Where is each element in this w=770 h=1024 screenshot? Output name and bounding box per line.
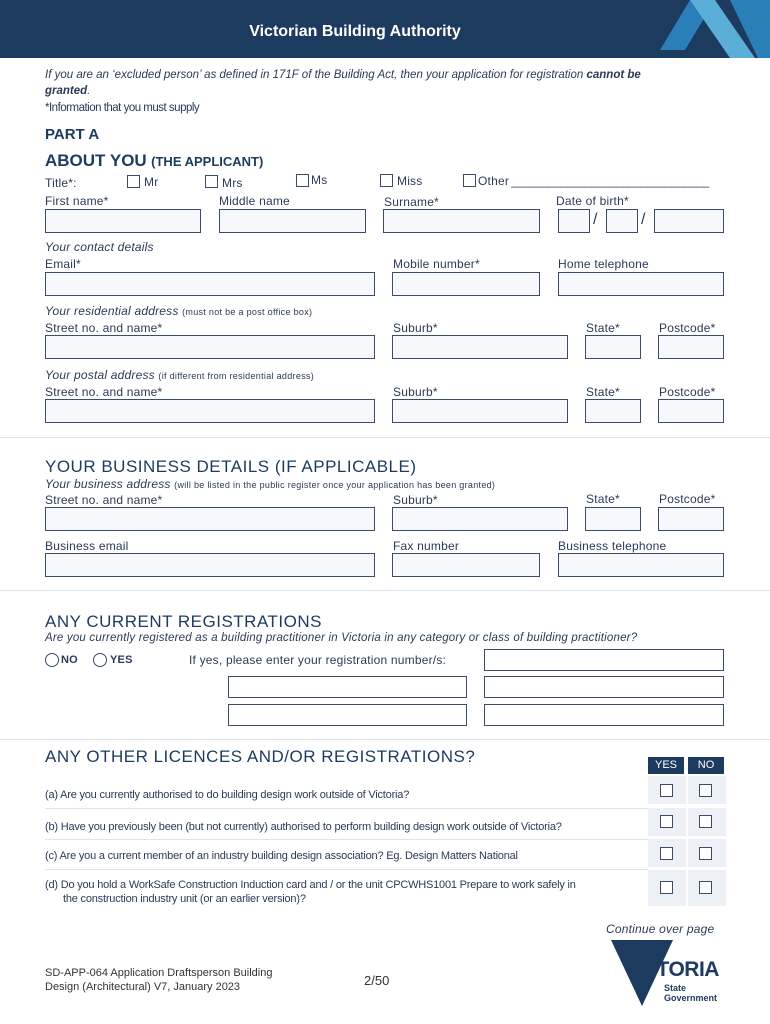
business-postcode-label: Postcode*	[659, 492, 716, 506]
licence-question-b: (b) Have you previously been (but not currently) authorised to perform building design work outside of Victoria?	[45, 821, 562, 833]
registered-yes-radio[interactable]	[93, 653, 107, 667]
title-mrs-checkbox[interactable]	[205, 175, 218, 188]
registration-number-field[interactable]	[484, 676, 724, 698]
title-other-line[interactable]: ________________________________	[511, 174, 709, 188]
title-ms-checkbox[interactable]	[296, 174, 309, 187]
postal-address-heading: Your postal address (if different from residential address)	[45, 368, 315, 382]
state-government-text: State Government	[664, 983, 718, 1003]
first-name-field[interactable]	[45, 209, 201, 233]
title-mr-checkbox[interactable]	[127, 175, 140, 188]
question-b-yes-checkbox[interactable]	[660, 815, 673, 828]
residential-street-label: Street no. and name*	[45, 321, 163, 335]
first-name-label: First name*	[45, 194, 109, 208]
business-telephone-field[interactable]	[558, 553, 724, 577]
question-a-yes-checkbox[interactable]	[660, 784, 673, 797]
about-you-heading: ABOUT YOU (THE APPLICANT)	[45, 151, 264, 170]
page-number: 2/50	[364, 973, 390, 988]
dob-year-field[interactable]	[654, 209, 724, 233]
residential-street-field[interactable]	[45, 335, 375, 359]
title-ms-label: Ms	[311, 173, 328, 187]
business-email-field[interactable]	[45, 553, 375, 577]
residential-suburb-field[interactable]	[392, 335, 568, 359]
title-miss-label: Miss	[397, 174, 423, 188]
business-state-label: State*	[586, 492, 620, 506]
middle-name-field[interactable]	[219, 209, 366, 233]
residential-state-field[interactable]	[585, 335, 641, 359]
page-header-title: Victorian Building Authority	[249, 23, 461, 40]
title-label: Title*:	[45, 176, 77, 190]
title-mrs-label: Mrs	[222, 176, 243, 190]
licence-question-d-continued: the construction industry unit (or an earlier version)?	[63, 893, 306, 905]
dob-day-field[interactable]	[558, 209, 590, 233]
business-telephone-label: Business telephone	[558, 539, 667, 553]
mobile-label: Mobile number*	[393, 257, 480, 271]
dob-label: Date of birth*	[556, 194, 629, 208]
business-suburb-field[interactable]	[392, 507, 568, 531]
section-divider	[0, 590, 770, 591]
registrations-question: Are you currently registered as a building practitioner in Victoria in any category or class of building practitioner?	[45, 632, 638, 644]
row-divider	[45, 808, 648, 809]
dob-separator: /	[641, 211, 646, 228]
middle-name-label: Middle name	[219, 194, 290, 208]
continue-over-page: Continue over page	[606, 922, 715, 936]
email-field[interactable]	[45, 272, 375, 296]
residential-state-label: State*	[586, 321, 620, 335]
registered-no-label: NO	[61, 654, 78, 666]
business-street-field[interactable]	[45, 507, 375, 531]
postal-suburb-label: Suburb*	[393, 385, 438, 399]
part-label: PART A	[45, 126, 100, 143]
registration-number-field[interactable]	[228, 676, 467, 698]
postal-suburb-field[interactable]	[392, 399, 568, 423]
licences-no-column-header: NO	[688, 757, 724, 774]
required-note: *Information that you must supply	[45, 102, 200, 114]
registration-number-field[interactable]	[484, 704, 724, 726]
contact-details-heading: Your contact details	[45, 240, 154, 254]
email-label: Email*	[45, 257, 81, 271]
dob-month-field[interactable]	[606, 209, 638, 233]
residential-suburb-label: Suburb*	[393, 321, 438, 335]
excluded-person-notice: If you are an ‘excluded person’ as defined in 171F of the Building Act, then your application for registration cannot be granted.	[45, 69, 641, 97]
surname-label: Surname*	[384, 195, 439, 209]
postal-street-label: Street no. and name*	[45, 385, 163, 399]
question-c-no-checkbox[interactable]	[699, 847, 712, 860]
victoria-logo-wordmark: VICTORIA	[623, 958, 719, 981]
registered-yes-label: YES	[110, 654, 133, 666]
title-other-label: Other	[478, 174, 510, 188]
row-divider	[45, 869, 648, 870]
postal-street-field[interactable]	[45, 399, 375, 423]
business-address-heading: Your business address (will be listed in the public register once your application has been granted)	[45, 477, 496, 491]
question-c-yes-checkbox[interactable]	[660, 847, 673, 860]
residential-address-heading: Your residential address (must not be a post office box)	[45, 304, 313, 318]
registered-no-radio[interactable]	[45, 653, 59, 667]
fax-number-label: Fax number	[393, 539, 460, 553]
document-reference: SD-APP-064 Application Draftsperson Building Design (Architectural) V7, January 2023	[45, 967, 273, 993]
home-telephone-label: Home telephone	[558, 257, 649, 271]
registration-number-field[interactable]	[228, 704, 467, 726]
licences-yes-column-header: YES	[648, 757, 684, 774]
licences-section-heading: ANY OTHER LICENCES AND/OR REGISTRATIONS?	[45, 747, 476, 766]
section-divider	[0, 437, 770, 438]
surname-field[interactable]	[383, 209, 540, 233]
registration-number-prompt: If yes, please enter your registration number/s:	[189, 653, 447, 667]
business-suburb-label: Suburb*	[393, 493, 438, 507]
business-postcode-field[interactable]	[658, 507, 724, 531]
postal-postcode-label: Postcode*	[659, 385, 716, 399]
registrations-section-heading: ANY CURRENT REGISTRATIONS	[45, 612, 322, 631]
section-divider	[0, 739, 770, 740]
title-miss-checkbox[interactable]	[380, 174, 393, 187]
mobile-field[interactable]	[392, 272, 540, 296]
business-street-label: Street no. and name*	[45, 493, 163, 507]
residential-postcode-field[interactable]	[658, 335, 724, 359]
question-b-no-checkbox[interactable]	[699, 815, 712, 828]
business-section-heading: YOUR BUSINESS DETAILS (IF APPLICABLE)	[45, 457, 417, 476]
residential-postcode-label: Postcode*	[659, 321, 716, 335]
title-other-checkbox[interactable]	[463, 174, 476, 187]
question-a-no-checkbox[interactable]	[699, 784, 712, 797]
title-mr-label: Mr	[144, 175, 159, 189]
business-state-field[interactable]	[585, 507, 641, 531]
business-email-label: Business email	[45, 539, 129, 553]
postal-postcode-field[interactable]	[658, 399, 724, 423]
postal-state-field[interactable]	[585, 399, 641, 423]
home-telephone-field[interactable]	[558, 272, 724, 296]
postal-state-label: State*	[586, 385, 620, 399]
licence-question-a: (a) Are you currently authorised to do building design work outside of Victoria?	[45, 789, 410, 801]
licence-question-d: (d) Do you hold a WorkSafe Construction Induction card and / or the unit CPCWHS1001 Prepare to work safely in	[45, 879, 576, 891]
row-divider	[45, 839, 648, 840]
fax-number-field[interactable]	[392, 553, 540, 577]
dob-separator: /	[593, 211, 598, 228]
registration-number-field[interactable]	[484, 649, 724, 671]
victoria-state-government-logo	[611, 940, 731, 1010]
question-d-no-checkbox[interactable]	[699, 881, 712, 894]
licence-question-c: (c) Are you a current member of an industry building design association? Eg. Design Matters National	[45, 850, 518, 862]
question-d-yes-checkbox[interactable]	[660, 881, 673, 894]
